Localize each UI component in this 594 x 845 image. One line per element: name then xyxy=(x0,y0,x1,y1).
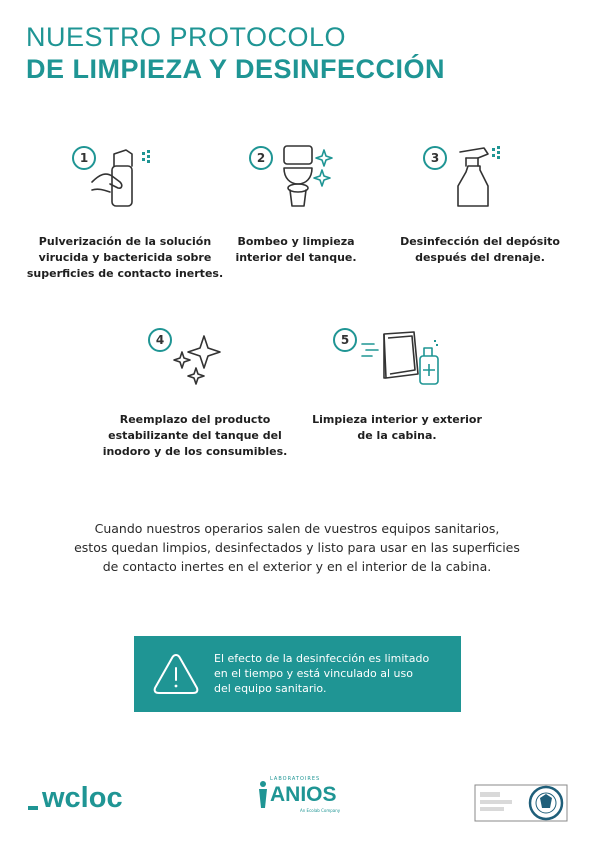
step-number-4: 4 xyxy=(148,328,172,352)
certification-seal xyxy=(474,784,568,822)
title-line-2: DE LIMPIEZA Y DESINFECCIÓN xyxy=(26,54,446,84)
anios-subtitle: An Ecolab Company xyxy=(300,808,341,813)
warning-icon xyxy=(152,652,200,696)
wcloc-dash-icon xyxy=(28,796,40,812)
step-caption-5: Limpieza interior y exterior de la cabina. xyxy=(312,413,482,442)
step-number-1: 1 xyxy=(72,146,96,170)
sparkles-icon xyxy=(168,334,228,386)
anios-name: ANIOS xyxy=(270,783,337,806)
description-paragraph: Cuando nuestros operarios salen de vuestros equipos sanitarios, estos quedan limpios, desinfectados y listo para usar en las superficies de contacto inertes en el exterior y en el interior de la cabina. xyxy=(74,521,520,574)
step-number-3: 3 xyxy=(423,146,447,170)
wcloc-wordmark: wcloc xyxy=(42,782,123,814)
step-number-2: 2 xyxy=(249,146,273,170)
step-caption-3: Desinfección del depósito después del drenaje. xyxy=(400,235,560,264)
step-number-5: 5 xyxy=(333,328,357,352)
cabin-cleaning-icon xyxy=(362,330,442,388)
toilet-sparkle-icon xyxy=(280,144,336,212)
step-caption-4: Reemplazo del producto estabilizante del tanque del inodoro y de los consumibles. xyxy=(102,413,288,458)
spray-bottle-icon xyxy=(454,144,504,212)
anios-logo xyxy=(256,776,346,816)
anios-laboratoires: LABORATOIRES xyxy=(270,776,321,782)
notice-text: El efecto de la desinfección es limitado en el tiempo y está vinculado al uso del equipo sanitario. xyxy=(214,652,430,695)
step-caption-2: Bombeo y limpieza interior del tanque. xyxy=(235,235,357,264)
notice-box xyxy=(134,636,461,712)
title-line-1: NUESTRO PROTOCOLO xyxy=(26,22,347,52)
spray-hand-icon xyxy=(90,144,160,210)
step-caption-1: Pulverización de la solución virucida y bactericida sobre superficies de contacto inertes. xyxy=(26,235,224,280)
anios-figure-icon xyxy=(256,780,270,810)
